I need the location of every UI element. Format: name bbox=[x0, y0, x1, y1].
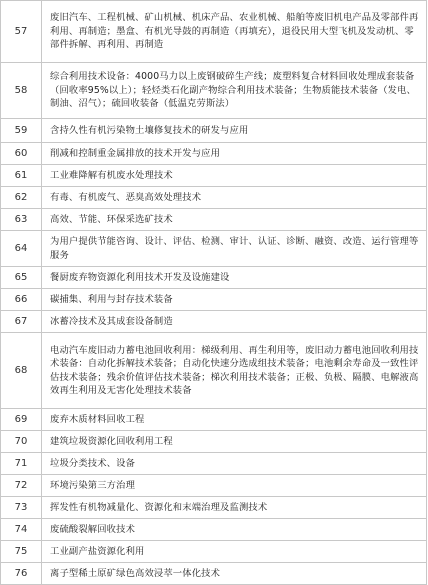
row-description: 餐厨废弃物资源化利用技术开发及设施建设 bbox=[42, 267, 427, 289]
row-number: 63 bbox=[1, 209, 42, 231]
row-description: 废旧汽车、工程机械、矿山机械、机床产品、农业机械、船舶等废旧机电产品及零部件再利用、再制造；墨盒、有机光导鼓的再制造（再填充），退役民用大型飞机及发动机、零部件拆解、再利用、再制造 bbox=[42, 1, 427, 63]
row-number: 75 bbox=[1, 541, 42, 563]
table-row bbox=[1, 409, 427, 431]
table-row bbox=[1, 267, 427, 289]
row-number: 76 bbox=[1, 563, 42, 585]
table-row bbox=[1, 497, 427, 519]
row-number: 60 bbox=[1, 143, 42, 165]
table-row bbox=[1, 63, 427, 119]
row-description: 工业难降解有机废水处理技术 bbox=[42, 165, 427, 187]
row-number: 69 bbox=[1, 409, 42, 431]
row-number: 66 bbox=[1, 289, 42, 311]
row-description: 工业副产盐资源化利用 bbox=[42, 541, 427, 563]
table-row bbox=[1, 165, 427, 187]
row-number: 67 bbox=[1, 311, 42, 333]
row-description: 建筑垃圾资源化回收利用工程 bbox=[42, 431, 427, 453]
row-description: 挥发性有机物减量化、资源化和末端治理及监测技术 bbox=[42, 497, 427, 519]
table-row bbox=[1, 209, 427, 231]
row-description: 削减和控制重金属排放的技术开发与应用 bbox=[42, 143, 427, 165]
row-number: 57 bbox=[1, 1, 42, 63]
row-number: 59 bbox=[1, 119, 42, 143]
row-description: 离子型稀土原矿绿色高效浸萃一体化技术 bbox=[42, 563, 427, 585]
row-description: 废硫酸裂解回收技术 bbox=[42, 519, 427, 541]
row-number: 61 bbox=[1, 165, 42, 187]
table-row bbox=[1, 231, 427, 267]
row-number: 70 bbox=[1, 431, 42, 453]
row-description: 综合利用技术设备：4000马力以上废钢破碎生产线；废塑料复合材料回收处理成套装备（回收率95%以上）；轻烃类石化副产物综合利用技术装备；生物质能技术装备（发电、制油、沼气）；硫回收装备（低温克劳斯法） bbox=[42, 63, 427, 119]
row-description: 环境污染第三方治理 bbox=[42, 475, 427, 497]
table-row bbox=[1, 453, 427, 475]
table-body bbox=[1, 1, 427, 585]
row-description: 高效、节能、环保采选矿技术 bbox=[42, 209, 427, 231]
table-row bbox=[1, 475, 427, 497]
row-number: 65 bbox=[1, 267, 42, 289]
row-description: 含持久性有机污染物土壤修复技术的研发与应用 bbox=[42, 119, 427, 143]
row-number: 71 bbox=[1, 453, 42, 475]
row-description: 碳捕集、利用与封存技术装备 bbox=[42, 289, 427, 311]
row-description: 有毒、有机废气、恶臭高效处理技术 bbox=[42, 187, 427, 209]
row-number: 73 bbox=[1, 497, 42, 519]
row-description: 为用户提供节能咨询、设计、评估、检测、审计、认证、诊断、融资、改造、运行管理等服务 bbox=[42, 231, 427, 267]
table-row bbox=[1, 563, 427, 585]
row-description: 冰蓄冷技术及其成套设备制造 bbox=[42, 311, 427, 333]
table-row bbox=[1, 289, 427, 311]
table-row bbox=[1, 143, 427, 165]
table-row bbox=[1, 431, 427, 453]
row-number: 74 bbox=[1, 519, 42, 541]
table-row bbox=[1, 1, 427, 63]
table-row bbox=[1, 311, 427, 333]
row-number: 64 bbox=[1, 231, 42, 267]
table-row bbox=[1, 541, 427, 563]
table-row bbox=[1, 519, 427, 541]
row-description: 垃圾分类技术、设备 bbox=[42, 453, 427, 475]
row-number: 62 bbox=[1, 187, 42, 209]
row-number: 68 bbox=[1, 333, 42, 409]
row-description: 废弃木质材料回收工程 bbox=[42, 409, 427, 431]
row-description: 电动汽车废旧动力蓄电池回收利用：梯级利用、再生利用等，废旧动力蓄电池回收利用技术装备：自动化拆解技术装备；自动化快速分选成组技术装备；电池剩余寿命及一致性评估技术装备；残余价值评估技术装备；梯次利用技术装备；正极、负极、隔膜、电解液高效再生利用及无害化处理技术装备 bbox=[42, 333, 427, 409]
table-row bbox=[1, 333, 427, 409]
table-row bbox=[1, 187, 427, 209]
row-number: 58 bbox=[1, 63, 42, 119]
table-row bbox=[1, 119, 427, 143]
row-number: 72 bbox=[1, 475, 42, 497]
